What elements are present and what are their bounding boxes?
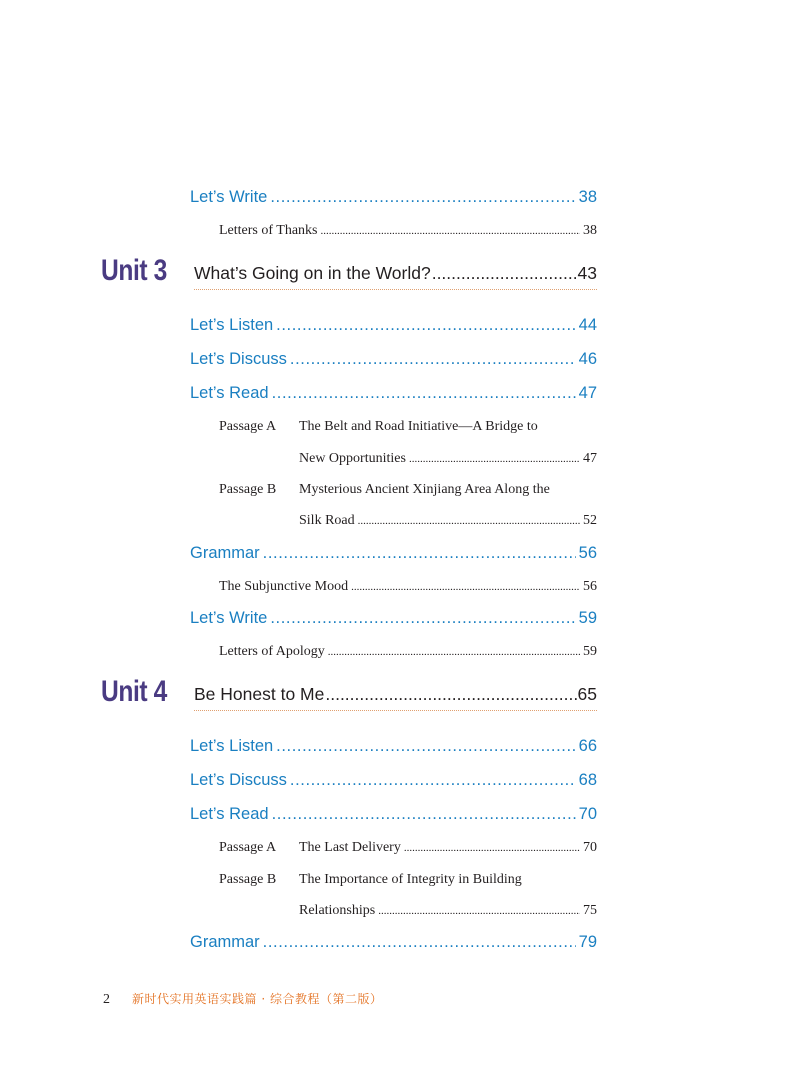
toc-passage-b-continued[interactable]: [299, 903, 597, 919]
unit-4-underline: [194, 710, 597, 711]
entry-label: Let’s Discuss: [190, 350, 287, 368]
leader-dots: [432, 263, 577, 284]
unit-4-label: Unit 4: [101, 675, 167, 708]
passage-title: The Belt and Road Initiative—A Bridge to: [299, 419, 538, 434]
leader-dots: [272, 384, 576, 403]
toc-entry-lets-read[interactable]: [190, 384, 597, 403]
entry-label: Grammar: [190, 544, 260, 562]
toc-passage-a[interactable]: [219, 840, 597, 856]
entry-label: Let’s Write: [190, 188, 268, 206]
entry-label: Let’s Discuss: [190, 771, 287, 789]
leader-dots: [290, 350, 576, 369]
entry-page: 59: [578, 609, 597, 627]
toc-passage-b[interactable]: [219, 482, 550, 498]
passage-title: The Last Delivery: [299, 840, 401, 855]
entry-page: 38: [578, 188, 597, 206]
passage-label: Passage A: [219, 419, 277, 434]
passage-label: Passage B: [219, 872, 277, 887]
leader-dots: [270, 188, 575, 207]
passage-title-cont: New Opportunities: [299, 451, 406, 466]
unit-title: Be Honest to Me: [194, 684, 325, 704]
entry-page: 68: [578, 771, 597, 789]
page-number: 2: [103, 992, 110, 1007]
toc-entry-lets-read[interactable]: [190, 805, 597, 824]
unit-page: 43: [577, 263, 597, 283]
toc-entry-subjunctive-mood[interactable]: [219, 579, 597, 595]
entry-label: Let’s Read: [190, 805, 269, 823]
entry-page: 38: [583, 223, 597, 238]
leader-dots: [272, 805, 576, 824]
leader-dots: [263, 933, 576, 952]
leader-dots: [276, 737, 575, 756]
entry-label: The Subjunctive Mood: [219, 579, 349, 594]
toc-entry-lets-listen[interactable]: [190, 737, 597, 756]
leader-dots: [378, 905, 580, 917]
toc-passage-b-continued[interactable]: [299, 513, 597, 529]
entry-label: Grammar: [190, 933, 260, 951]
toc-entry-lets-listen[interactable]: [190, 316, 597, 335]
toc-entry-letters-of-apology[interactable]: [219, 644, 597, 660]
toc-unit-3-title[interactable]: [194, 263, 597, 284]
leader-dots: [325, 684, 576, 705]
leader-dots: [404, 842, 580, 854]
entry-page: 56: [578, 544, 597, 562]
entry-page: 52: [583, 513, 597, 528]
entry-page: 44: [578, 316, 597, 334]
toc-unit-4-title[interactable]: [194, 684, 597, 705]
toc-entry-lets-discuss[interactable]: [190, 350, 597, 369]
entry-page: 79: [578, 933, 597, 951]
toc-entry-lets-write[interactable]: [190, 609, 597, 628]
toc-passage-b[interactable]: [219, 872, 522, 888]
toc-passage-a[interactable]: [219, 419, 538, 435]
unit-3-label: Unit 3: [101, 254, 167, 287]
toc-entry-lets-write[interactable]: [190, 188, 597, 207]
passage-title-cont: Silk Road: [299, 513, 355, 528]
entry-label: Letters of Thanks: [219, 223, 318, 238]
entry-page: 75: [583, 903, 597, 918]
unit-3-underline: [194, 289, 597, 290]
entry-page: 59: [583, 644, 597, 659]
entry-label: Let’s Listen: [190, 316, 274, 334]
toc-passage-a-continued[interactable]: [299, 451, 597, 467]
entry-label: Let’s Write: [190, 609, 268, 627]
leader-dots: [276, 316, 575, 335]
page-footer: [103, 990, 382, 1008]
toc-entry-lets-discuss[interactable]: [190, 771, 597, 790]
entry-label: Let’s Read: [190, 384, 269, 402]
passage-title-cont: Relationships: [299, 903, 376, 918]
entry-label: Let’s Listen: [190, 737, 274, 755]
entry-page: 47: [578, 384, 597, 402]
entry-page: 47: [583, 451, 597, 466]
entry-page: 56: [583, 579, 597, 594]
unit-title: What’s Going on in the World?: [194, 263, 431, 283]
unit-page: 65: [577, 684, 597, 704]
entry-label: Letters of Apology: [219, 644, 325, 659]
leader-dots: [270, 609, 575, 628]
passage-label: Passage B: [219, 482, 277, 497]
leader-dots: [351, 581, 580, 593]
entry-page: 66: [578, 737, 597, 755]
leader-dots: [290, 771, 576, 790]
leader-dots: [358, 515, 580, 527]
leader-dots: [321, 225, 581, 237]
entry-page: 70: [578, 805, 597, 823]
passage-label: Passage A: [219, 840, 277, 855]
book-title: 新时代实用英语实践篇 · 综合教程（第二版）: [132, 992, 383, 1006]
entry-page: 46: [578, 350, 597, 368]
toc-entry-grammar[interactable]: [190, 544, 597, 563]
toc-entry-grammar[interactable]: [190, 933, 597, 952]
toc-entry-letters-of-thanks[interactable]: [219, 223, 597, 239]
leader-dots: [328, 646, 580, 658]
leader-dots: [263, 544, 576, 563]
leader-dots: [409, 453, 580, 465]
entry-page: 70: [583, 840, 597, 855]
passage-title: The Importance of Integrity in Building: [299, 872, 522, 887]
passage-title: Mysterious Ancient Xinjiang Area Along the: [299, 482, 550, 497]
